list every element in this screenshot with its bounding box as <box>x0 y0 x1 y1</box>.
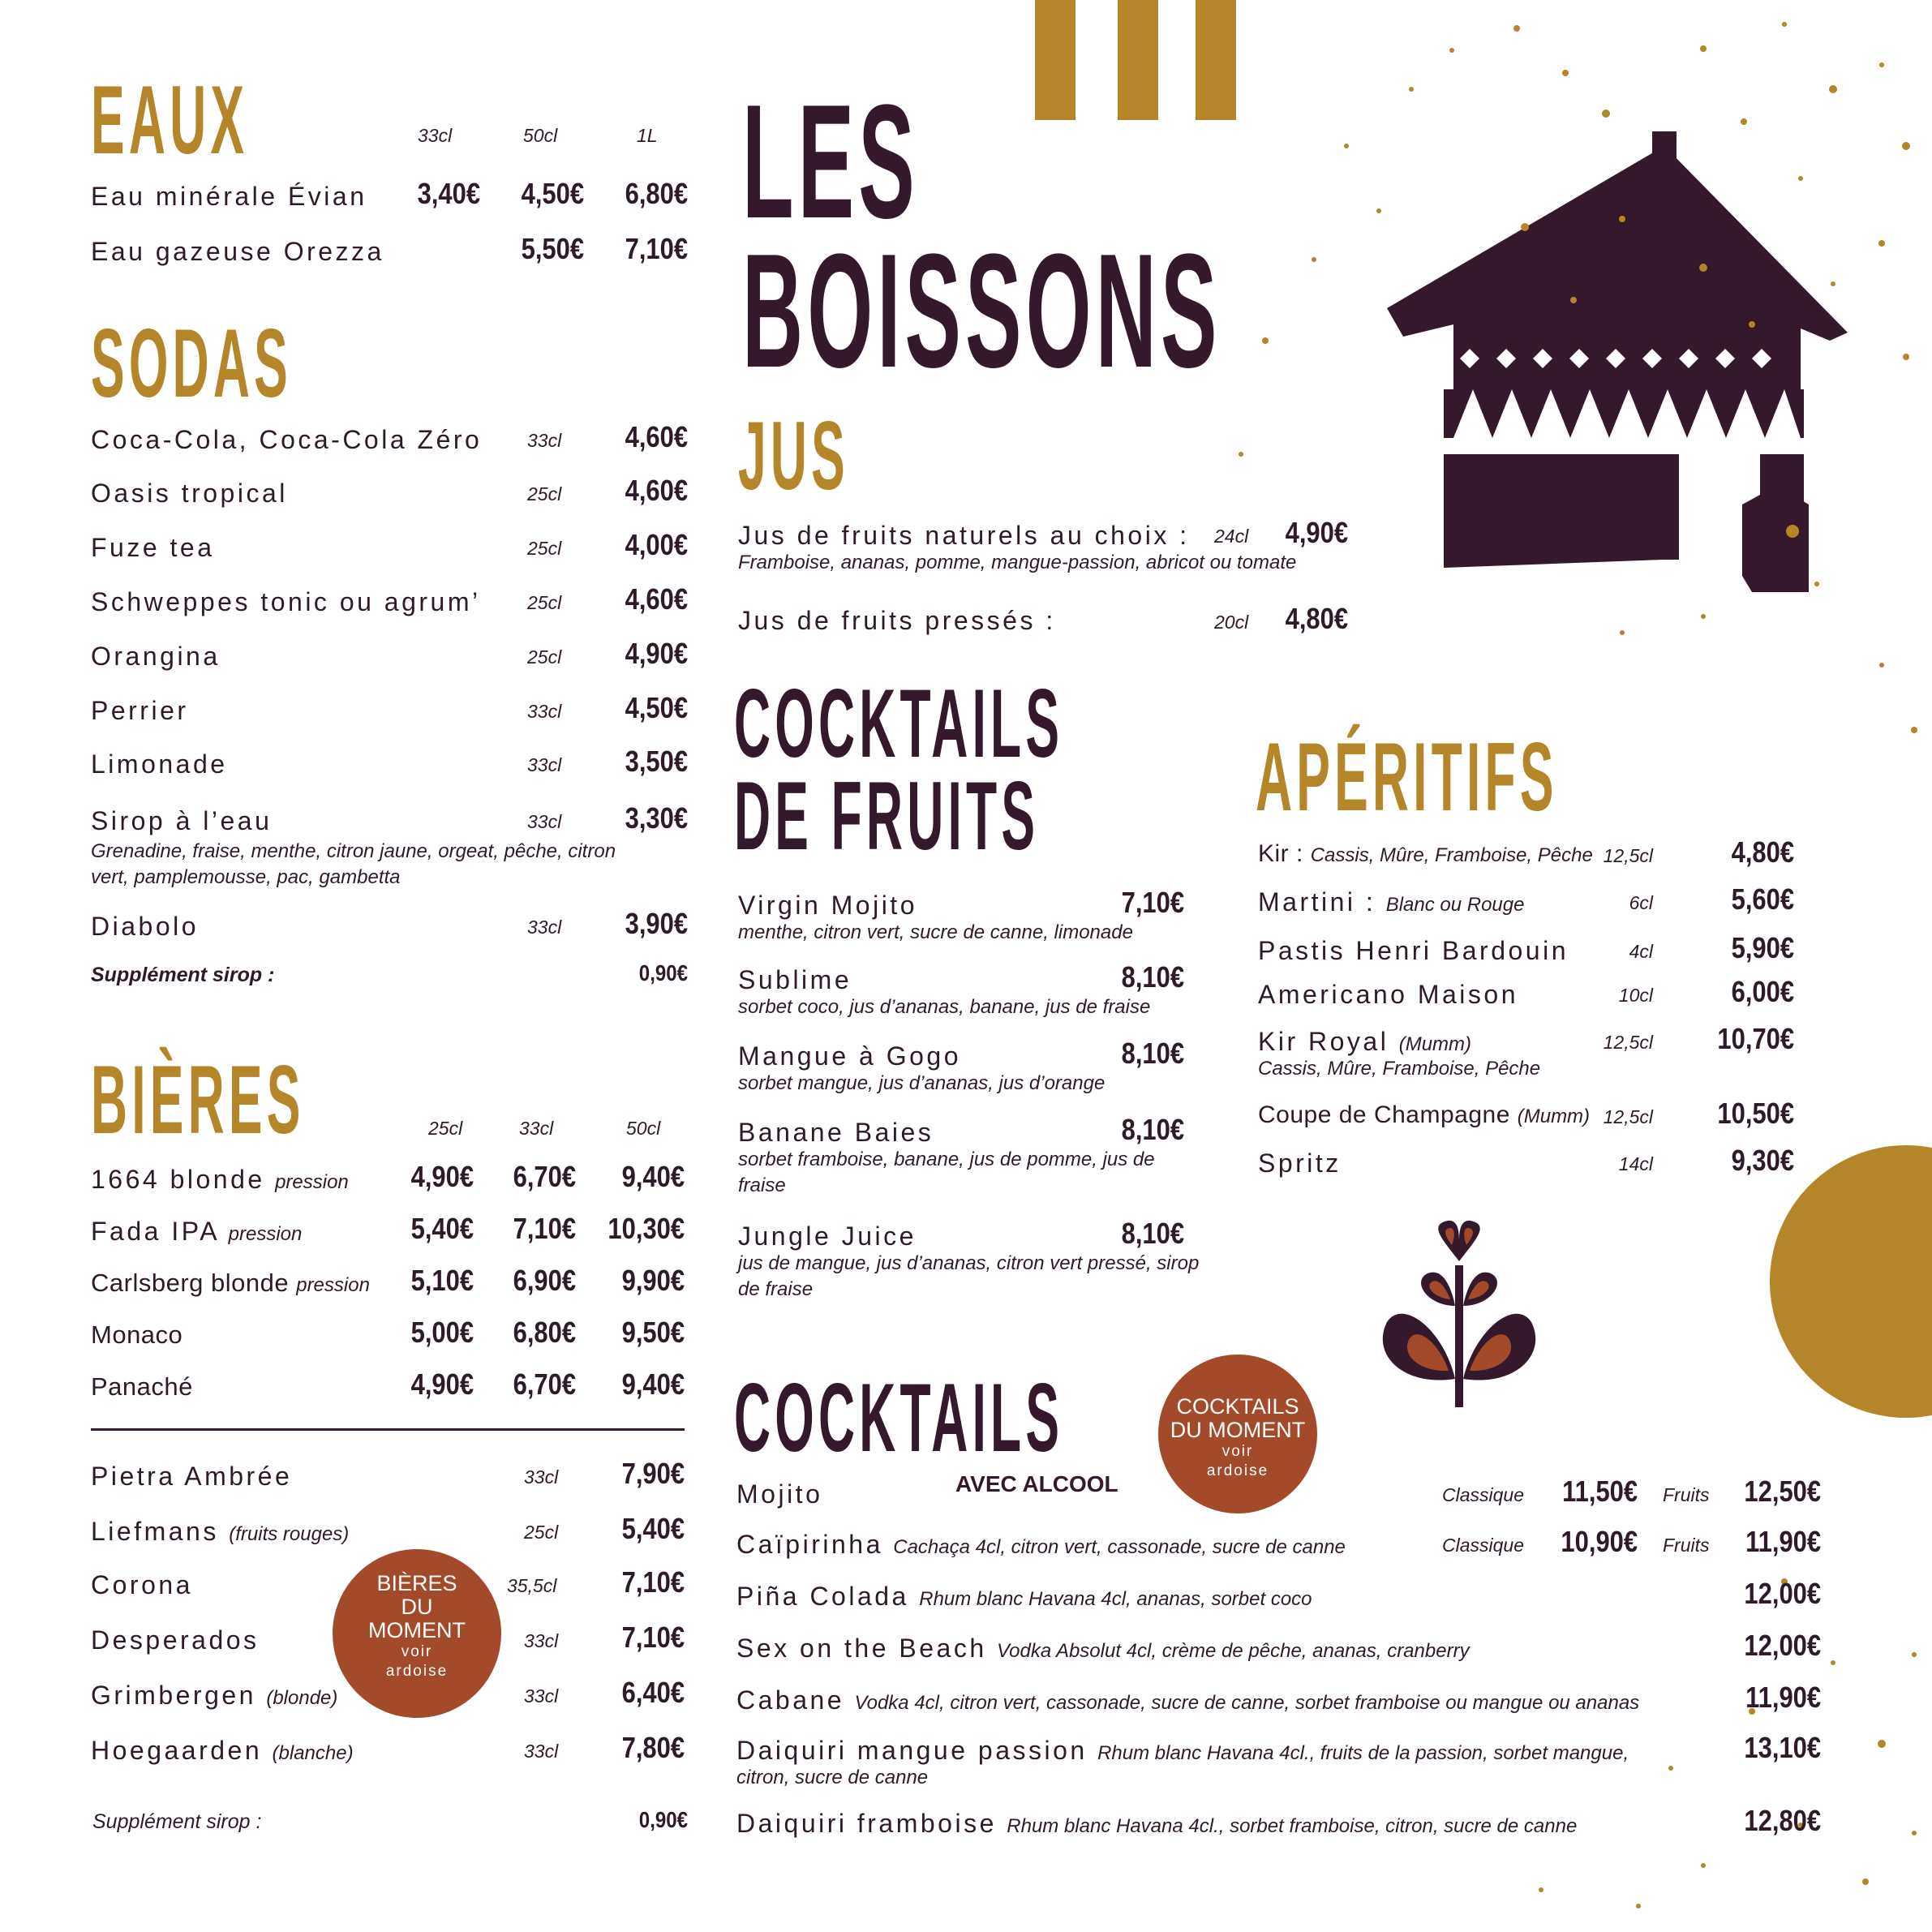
beer-name <box>91 1681 337 1711</box>
hut-illustration <box>1379 122 1857 592</box>
item-name: Virgin Mojito <box>738 891 917 920</box>
beer-name <box>91 1570 193 1600</box>
badge-text: COCKTAILS <box>1176 1394 1299 1419</box>
item-price: 3,40€ <box>417 177 480 210</box>
item-price: 4,50€ <box>625 691 688 724</box>
item-price: 6,80€ <box>625 177 688 210</box>
item-price: 9,30€ <box>1731 1144 1794 1177</box>
badge-text: DU MOMENT <box>1170 1418 1306 1442</box>
beer-name-text: Monaco <box>91 1320 183 1349</box>
item-name <box>1258 1027 1471 1057</box>
item-price: 5,40€ <box>410 1212 474 1245</box>
supplement-price: 0,90€ <box>638 1807 688 1832</box>
beer-name <box>91 1217 302 1247</box>
item-name: Diabolo <box>91 912 200 941</box>
item-volume: 33cl <box>524 1685 559 1707</box>
badge-cocktails-du-moment <box>1158 1355 1317 1513</box>
item-name-text: Kir : <box>1258 840 1303 867</box>
item-price: 4,00€ <box>625 528 688 561</box>
item-price: 8,10€ <box>1121 1113 1184 1146</box>
item-description: citron, sucre de canne <box>736 1767 929 1788</box>
item-price: 3,90€ <box>625 907 688 940</box>
badge-text: voir <box>1221 1443 1254 1460</box>
item-price: 6,90€ <box>513 1264 576 1297</box>
item-volume: 25cl <box>527 538 562 559</box>
item-detail: Blanc ou Rouge <box>1385 894 1525 916</box>
section-title-cocktails: COCKTAILS <box>734 1363 1064 1472</box>
item-volume: 25cl <box>524 1522 559 1543</box>
item-name-text: Sex on the Beach <box>736 1634 987 1663</box>
item-volume: 33cl <box>527 917 562 938</box>
item-price: 7,10€ <box>1121 886 1184 919</box>
item-price: 12,50€ <box>1744 1475 1821 1508</box>
section-title-sodas: SODAS <box>91 309 292 418</box>
item-name-text: Mojito <box>736 1479 823 1509</box>
item-price: 4,90€ <box>625 637 688 670</box>
supplement-label: Supplément sirop : <box>92 1810 262 1833</box>
item-price: 4,90€ <box>410 1160 474 1193</box>
item-volume: 14cl <box>1618 1153 1653 1174</box>
item-name <box>736 1685 1639 1715</box>
option-label: Fruits <box>1663 1535 1710 1556</box>
beer-name <box>91 1517 349 1547</box>
item-name <box>1258 936 1569 966</box>
item-name-text: Martini : <box>1258 887 1376 917</box>
decor-bar <box>1118 0 1158 120</box>
item-price: 4,60€ <box>625 420 688 453</box>
item-volume: 12,5cl <box>1603 845 1653 866</box>
size-label: 50cl <box>523 125 558 146</box>
beer-tag: (blanche) <box>272 1742 354 1764</box>
item-name <box>736 1582 1312 1612</box>
item-detail: Rhum blanc Havana 4cl, ananas, sorbet coco <box>919 1588 1312 1610</box>
beer-name-text: Panaché <box>91 1372 193 1401</box>
item-name-text: Coupe de Champagne <box>1258 1101 1510 1128</box>
item-name <box>736 1736 1629 1766</box>
beer-name-text: Grimbergen <box>91 1681 256 1710</box>
item-price: 4,80€ <box>1731 835 1794 869</box>
item-name-text: Spritz <box>1258 1148 1342 1178</box>
item-volume: 33cl <box>524 1466 559 1488</box>
item-price: 6,40€ <box>621 1676 685 1709</box>
item-volume: 20cl <box>1214 612 1249 633</box>
item-name: Jus de fruits naturels au choix : <box>738 521 1190 550</box>
item-price: 4,50€ <box>521 177 584 210</box>
divider-line <box>91 1428 685 1431</box>
beer-name-text: 1664 blonde <box>91 1165 265 1194</box>
item-price: 8,10€ <box>1121 1217 1184 1250</box>
item-volume: 4cl <box>1629 941 1653 962</box>
item-volume: 10cl <box>1618 985 1653 1006</box>
beer-name <box>91 1372 193 1402</box>
section-title-aperitifs: APÉRITIFS <box>1256 723 1558 831</box>
item-price: 10,50€ <box>1717 1097 1794 1130</box>
option-label: Classique <box>1442 1484 1524 1505</box>
item-name <box>1258 1148 1342 1179</box>
badge-text: ardoise <box>385 1663 449 1680</box>
item-detail: Vodka Absolut 4cl, crème de pêche, ananas, cranberry <box>997 1640 1470 1662</box>
item-price: 13,10€ <box>1744 1731 1821 1764</box>
item-detail: (Mumm) <box>1398 1033 1472 1055</box>
beer-name <box>91 1625 260 1655</box>
item-price: 12,00€ <box>1744 1577 1821 1610</box>
supplement-price: 0,90€ <box>638 960 688 985</box>
supplement-label: Supplément sirop : <box>91 964 275 986</box>
item-price: 7,10€ <box>621 1621 685 1654</box>
item-volume: 24cl <box>1214 526 1249 547</box>
item-price: 4,60€ <box>625 474 688 507</box>
item-price: 8,10€ <box>1121 960 1184 994</box>
item-name <box>1258 840 1593 868</box>
item-description: Framboise, ananas, pomme, mangue-passion, abricot ou tomate <box>738 552 1297 573</box>
item-name-text: Pastis Henri Bardouin <box>1258 936 1569 965</box>
beer-name <box>91 1320 182 1350</box>
item-price: 5,60€ <box>1731 882 1794 916</box>
item-name-text: Caïpirinha <box>736 1530 883 1559</box>
item-description: sorbet coco, jus d’ananas, banane, jus de fraise <box>738 996 1151 1018</box>
beer-name-text: Liefmans <box>91 1517 219 1546</box>
item-price: 4,80€ <box>1285 602 1348 635</box>
item-name: Eau gazeuse Orezza <box>91 237 384 266</box>
section-title-cocktails-fruits-2: DE FRUITS <box>734 762 1040 870</box>
item-price: 6,80€ <box>513 1316 576 1349</box>
item-description: sorbet mangue, jus d’ananas, jus d’orange <box>738 1072 1106 1094</box>
beer-tag: pression <box>296 1274 370 1296</box>
item-price: 5,40€ <box>621 1512 685 1545</box>
item-name-text: Daiquiri mangue passion <box>736 1736 1088 1765</box>
item-volume: 33cl <box>527 811 562 832</box>
item-price: 9,40€ <box>621 1160 685 1193</box>
item-price: 5,50€ <box>521 232 584 265</box>
option-label: Classique <box>1442 1535 1524 1556</box>
section-subtitle: AVEC ALCOOL <box>955 1471 1118 1496</box>
item-price: 12,80€ <box>1744 1804 1821 1837</box>
item-name-text: Cabane <box>736 1685 845 1715</box>
item-volume: 6cl <box>1629 892 1653 913</box>
item-name: Fuze tea <box>91 533 215 562</box>
section-title-eaux: EAUX <box>91 66 249 174</box>
item-price: 12,00€ <box>1744 1629 1821 1662</box>
section-title-jus: JUS <box>738 401 849 510</box>
item-name: Coca-Cola, Coca-Cola Zéro <box>91 425 483 454</box>
item-name <box>736 1809 1577 1839</box>
item-description: jus de mangue, jus d’ananas, citron vert pressé, sirop de fraise <box>738 1252 1200 1300</box>
item-detail: Rhum blanc Havana 4cl., fruits de la passion, sorbet mangue, <box>1097 1742 1629 1764</box>
item-name-text: Americano Maison <box>1258 980 1518 1009</box>
item-name <box>736 1479 822 1509</box>
beer-name-text: Hoegaarden <box>91 1736 263 1765</box>
badge-bieres-du-moment <box>333 1549 501 1718</box>
beer-name-text: Desperados <box>91 1625 260 1655</box>
item-price: 10,30€ <box>608 1212 685 1245</box>
size-label: 33cl <box>418 125 453 146</box>
item-description: Grenadine, fraise, menthe, citron jaune, orgeat, pêche, citron vert, pamplemousse, pac, gambetta <box>91 840 616 888</box>
item-price: 5,10€ <box>410 1264 474 1297</box>
option-label: Fruits <box>1663 1484 1710 1505</box>
page-title-line2: BOISSONS <box>742 221 1221 401</box>
item-name <box>736 1634 1470 1664</box>
item-name: Sublime <box>738 965 852 994</box>
item-price: 9,40€ <box>621 1367 685 1401</box>
beer-name <box>91 1165 349 1195</box>
item-description: sorbet framboise, banane, jus de pomme, jus de fraise <box>738 1148 1155 1196</box>
item-price: 3,50€ <box>625 745 688 778</box>
item-price: 5,00€ <box>410 1316 474 1349</box>
item-price: 5,90€ <box>1731 931 1794 964</box>
item-name: Oasis tropical <box>91 479 288 508</box>
item-price: 7,10€ <box>625 232 688 265</box>
beer-tag: pression <box>228 1223 303 1245</box>
item-volume: 25cl <box>527 646 562 668</box>
beer-name <box>91 1269 370 1298</box>
item-price: 4,90€ <box>1285 516 1348 549</box>
item-price: 4,60€ <box>625 582 688 616</box>
item-volume: 35,5cl <box>507 1575 557 1596</box>
item-name-text: Daiquiri framboise <box>736 1809 997 1838</box>
item-name: Jus de fruits pressés : <box>738 606 1056 635</box>
item-volume: 25cl <box>527 592 562 613</box>
item-price: 11,50€ <box>1562 1475 1638 1508</box>
section-title-bieres: BIÈRES <box>91 1045 305 1154</box>
badge-text: voir <box>401 1643 433 1660</box>
item-name: Banane Baies <box>738 1118 934 1147</box>
item-name-text: Kir Royal <box>1258 1027 1389 1056</box>
item-volume: 33cl <box>527 754 562 775</box>
beer-tag: pression <box>275 1171 349 1193</box>
badge-text: DU <box>401 1595 433 1619</box>
item-name <box>1258 887 1524 917</box>
beer-tag: (blonde) <box>266 1687 338 1709</box>
item-name: Limonade <box>91 749 228 779</box>
item-name: Orangina <box>91 642 221 671</box>
item-price: 10,90€ <box>1561 1525 1638 1558</box>
item-name-text: Piña Colada <box>736 1582 909 1611</box>
item-volume: 33cl <box>524 1630 559 1651</box>
item-volume: 25cl <box>527 483 562 504</box>
item-volume: 12,5cl <box>1603 1106 1653 1127</box>
item-price: 6,00€ <box>1731 975 1794 1008</box>
item-description: Cassis, Mûre, Framboise, Pêche <box>1258 1058 1541 1080</box>
item-volume: 33cl <box>527 701 562 722</box>
item-price: 7,10€ <box>513 1212 576 1245</box>
item-volume: 33cl <box>527 430 562 451</box>
item-price: 7,90€ <box>621 1457 685 1490</box>
item-price: 6,70€ <box>513 1160 576 1193</box>
item-price: 8,10€ <box>1121 1037 1184 1070</box>
item-price: 6,70€ <box>513 1367 576 1401</box>
item-name: Mangue à Gogo <box>738 1041 961 1071</box>
beer-name-text: Carlsberg blonde <box>91 1269 290 1297</box>
beer-name-text: Pietra Ambrée <box>91 1462 293 1491</box>
item-price: 4,90€ <box>410 1367 474 1401</box>
beer-name-text: Fada IPA <box>91 1217 219 1246</box>
badge-text: ardoise <box>1206 1462 1269 1479</box>
item-price: 7,10€ <box>621 1565 685 1599</box>
beer-name <box>91 1462 292 1492</box>
item-name: Jungle Juice <box>738 1221 917 1251</box>
section-title-cocktails-fruits: COCKTAILS <box>734 669 1064 778</box>
beer-name <box>91 1736 354 1766</box>
item-price: 11,90€ <box>1745 1681 1821 1714</box>
item-price: 3,30€ <box>625 801 688 835</box>
item-detail: Vodka 4cl, citron vert, cassonade, sucre de canne, sorbet framboise ou mangue ou ananas <box>854 1692 1640 1714</box>
page-title-line1: LES <box>742 71 919 252</box>
item-volume: 12,5cl <box>1603 1032 1653 1053</box>
item-name <box>736 1530 1346 1560</box>
size-label: 50cl <box>626 1118 661 1139</box>
item-detail: Rhum blanc Havana 4cl., sorbet framboise, citron, sucre de canne <box>1007 1815 1578 1837</box>
item-volume: 33cl <box>524 1741 559 1762</box>
beer-tag: (fruits rouges) <box>229 1523 350 1545</box>
item-name <box>1258 980 1518 1010</box>
item-detail: Cachaça 4cl, citron vert, cassonade, sucre de canne <box>893 1536 1346 1558</box>
item-price: 9,50€ <box>621 1316 685 1349</box>
item-price: 7,80€ <box>621 1731 685 1764</box>
item-detail: Cassis, Mûre, Framboise, Pêche <box>1310 844 1593 866</box>
item-name: Sirop à l’eau <box>91 806 273 835</box>
item-name: Perrier <box>91 696 189 725</box>
size-label: 1L <box>637 125 658 146</box>
item-detail: (Mumm) <box>1517 1106 1591 1127</box>
size-label: 33cl <box>519 1118 554 1139</box>
item-price: 10,70€ <box>1717 1022 1794 1055</box>
item-price: 9,90€ <box>621 1264 685 1297</box>
gold-circle-decoration <box>1768 1144 1932 1419</box>
size-label: 25cl <box>428 1118 463 1139</box>
plant-illustration <box>1371 1217 1549 1411</box>
item-description: menthe, citron vert, sucre de canne, limonade <box>738 921 1133 943</box>
beer-name-text: Corona <box>91 1570 193 1599</box>
item-name <box>1258 1101 1590 1129</box>
badge-text: BIÈRES <box>376 1571 457 1595</box>
badge-text: MOMENT <box>368 1618 466 1642</box>
item-name: Schweppes tonic ou agrum’ <box>91 587 481 616</box>
item-price: 11,90€ <box>1745 1525 1821 1558</box>
item-name: Eau minérale Évian <box>91 182 367 211</box>
decor-bar <box>1035 0 1075 120</box>
